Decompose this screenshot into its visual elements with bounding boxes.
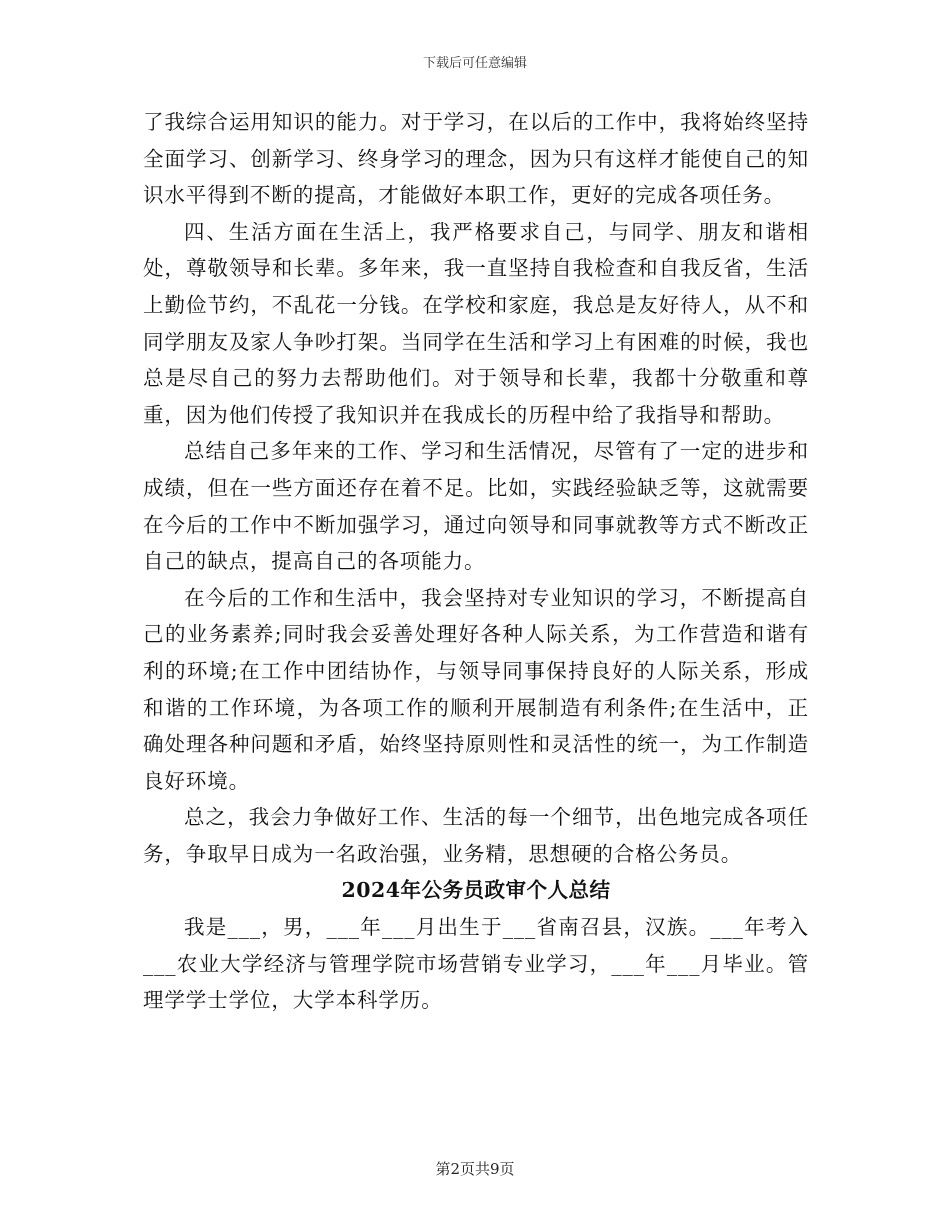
page-header: 下载后可任意编辑 [422, 56, 527, 71]
paragraph-continuation: 了我综合运用知识的能力。对于学习，在以后的工作中，我将始终坚持全面学习、创新学习、终身学习的理念，因为只有这样才能使自己的知识水平得到不断的提高，才能做好本职工作，更好的完成各项任务。 [143, 110, 809, 208]
section-title: 2024年公务员政审个人总结 [341, 878, 611, 903]
page-footer: 第2页共9页 [435, 1160, 515, 1178]
document-body [143, 104, 809, 1019]
paragraph-future: 在今后的工作和生活中，我会坚持对专业知识的学习，不断提高自己的业务素养;同时我会妥善处理好各种人际关系，为工作营造和谐有利的环境;在工作中团结协作，与领导同事保持良好的人际关系，形成和谐的工作环境，为各项工作的顺利开展制造有利条件;在生活中，正确处理各种问题和矛盾，始终坚持原则性和灵活性的统一，为工作制造良好环境。 [143, 585, 809, 793]
paragraph-life: 四、生活方面在生活上，我严格要求自己，与同学、朋友和谐相处，尊敬领导和长辈。多年来，我一直坚持自我检查和自我反省，生活上勤俭节约，不乱花一分钱。在学校和家庭，我总是友好待人，从不和同学朋友及家人争吵打架。当同学在生活和学习上有困难的时候，我也总是尽自己的努力去帮助他们。对于领导和长辈，我都十分敬重和尊重，因为他们传授了我知识并在我成长的历程中给了我指导和帮助。 [143, 219, 809, 427]
paragraph-conclusion: 总之，我会力争做好工作、生活的每一个细节，出色地完成各项任务，争取早日成为一名政治强，业务精，思想硬的合格公务员。 [143, 805, 809, 866]
paragraph-self-intro: 我是___，男，___年___月出生于___省南召县，汉族。___年考入___农业大学经济与管理学院市场营销专业学习，___年___月毕业。管理学学士学位，大学本科学历。 [143, 915, 809, 1013]
paragraph-summary: 总结自己多年来的工作、学习和生活情况，尽管有了一定的进步和成绩，但在一些方面还存在着不足。比如，实践经验缺乏等，这就需要在今后的工作中不断加强学习，通过向领导和同事就教等方式不断改正自己的缺点，提高自己的各项能力。 [143, 439, 809, 574]
